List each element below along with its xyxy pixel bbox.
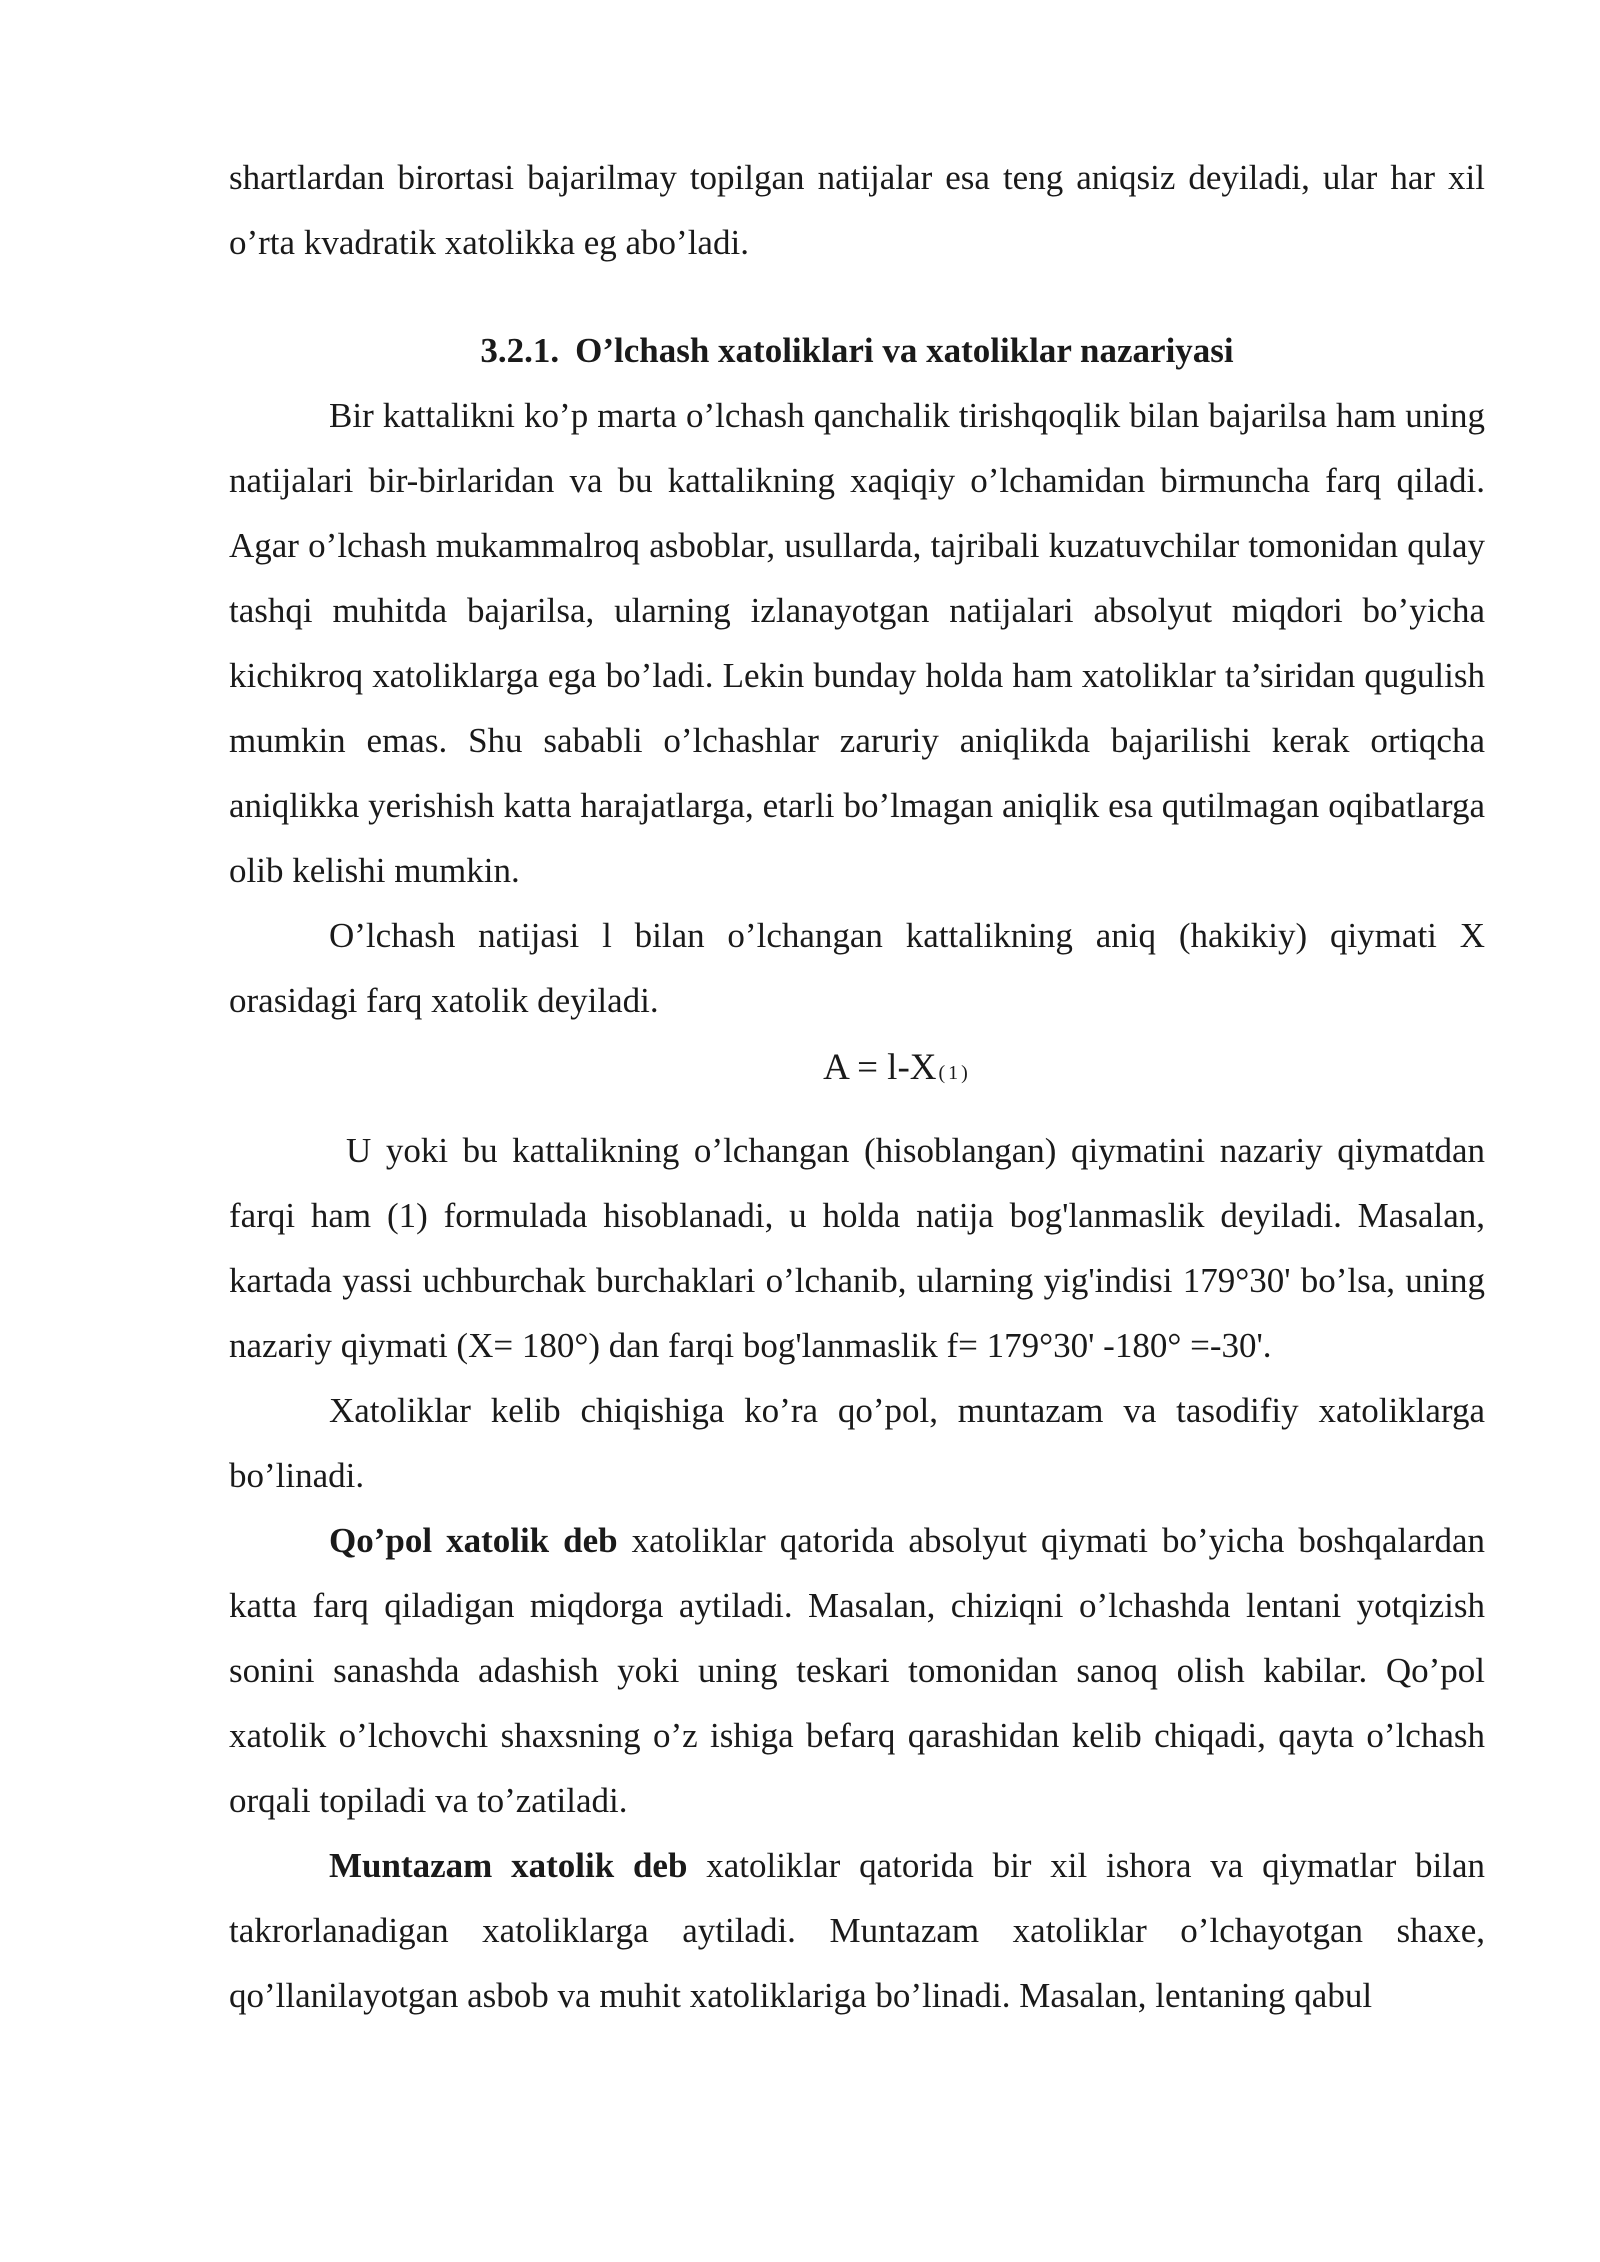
systematic-error-text: xatoliklar qatorida bir xil ishora va qiymatlar bilan takrorlanadigan xatoliklarga aytiladi. Muntazam xatoliklar o’lchayotgan shaxe, qo’llanilayotgan asbob va muhit xatoliklariga bo’linadi. Masalan, lentaning qabul xyxy=(229,1846,1485,2015)
document-page xyxy=(229,145,1485,2028)
paragraph-measurement-accuracy: Bir kattalikni ko’p marta o’lchash qanchalik tirishqoqlik bilan bajarilsa ham uning natijalari bir-birlaridan va bu kattalikning xaqiqiy o’lchamidan birmuncha farq qiladi. Agar o’lchash mukammalroq asboblar, usullarda, tajribali kuzatuvchilar tomonidan qulay tashqi muhitda bajarilsa, ularning izlanayotgan natijalari absolyut miqdori bo’yicha kichikroq xatoliklarga ega bo’ladi. Lekin bunday holda ham xatoliklar ta’siridan qugulish mumkin emas. Shu sababli o’lchashlar zaruriy aniqlikda bajarilishi kerak ortiqcha aniqlikka yerishish katta harajatlarga, etarli bo’lmagan aniqlik esa qutilmagan oqibatlarga olib kelishi mumkin. xyxy=(229,396,1485,890)
section-number: 3.2.1. xyxy=(480,331,560,370)
paragraph-misclosure: U yoki bu kattalikning o’lchangan (hisoblangan) qiymatini nazariy qiymatdan farqi ham (1) formulada hisoblanadi, u holda natija bog'lanmaslik deyiladi. Masalan, kartada yassi uchburchak burchaklari o’lchanib, ularning yig'indisi 179°30' bo’lsa, uning nazariy qiymati (X= 180°) dan farqi bog'lanmaslik f= 179°30' -180° =-30'. xyxy=(229,1131,1485,1365)
formula-number: (1) xyxy=(938,1062,971,1084)
paragraph-systematic-error xyxy=(229,1833,1485,2028)
paragraph-gross-error xyxy=(229,1508,1485,1833)
systematic-error-term: Muntazam xatolik deb xyxy=(329,1846,688,1885)
formula-spacer xyxy=(229,1108,1485,1118)
paragraph-error-definition: O’lchash natijasi l bilan o’lchangan kattalikning aniq (hakikiy) qiymati X orasidagi farq xatolik deyiladi. xyxy=(229,916,1485,1020)
paragraph-error-types: Xatoliklar kelib chiqishiga ko’ra qo’pol, muntazam va tasodifiy xatoliklarga bo’linadi. xyxy=(229,1391,1485,1495)
formula-expression: A = l-X xyxy=(823,1047,937,1088)
gross-error-text: xatoliklar qatorida absolyut qiymati bo’yicha boshqalardan katta farq qiladigan miqdorga aytiladi. Masalan, chiziqni o’lchashda lentani yotqizish sonini sanashda adashish yoki uning teskari tomonidan sanoq olish kabilar. Qo’pol xatolik o’lchovchi shaxsning o’z ishiga befarq qarashidan kelib chiqadi, qayta o’lchash orqali topiladi va to’zatiladi. xyxy=(229,1521,1485,1820)
gross-error-term: Qo’pol xatolik deb xyxy=(329,1521,618,1560)
formula-1 xyxy=(229,1033,1485,1108)
section-title: O’lchash xatoliklari va xatoliklar nazariyasi xyxy=(575,331,1234,370)
section-heading xyxy=(229,318,1485,383)
intro-paragraph: shartlardan birortasi bajarilmay topilgan natijalar esa teng aniqsiz deyiladi, ular har xil o’rta kvadratik xatolikka eg abo’ladi. xyxy=(229,158,1485,262)
